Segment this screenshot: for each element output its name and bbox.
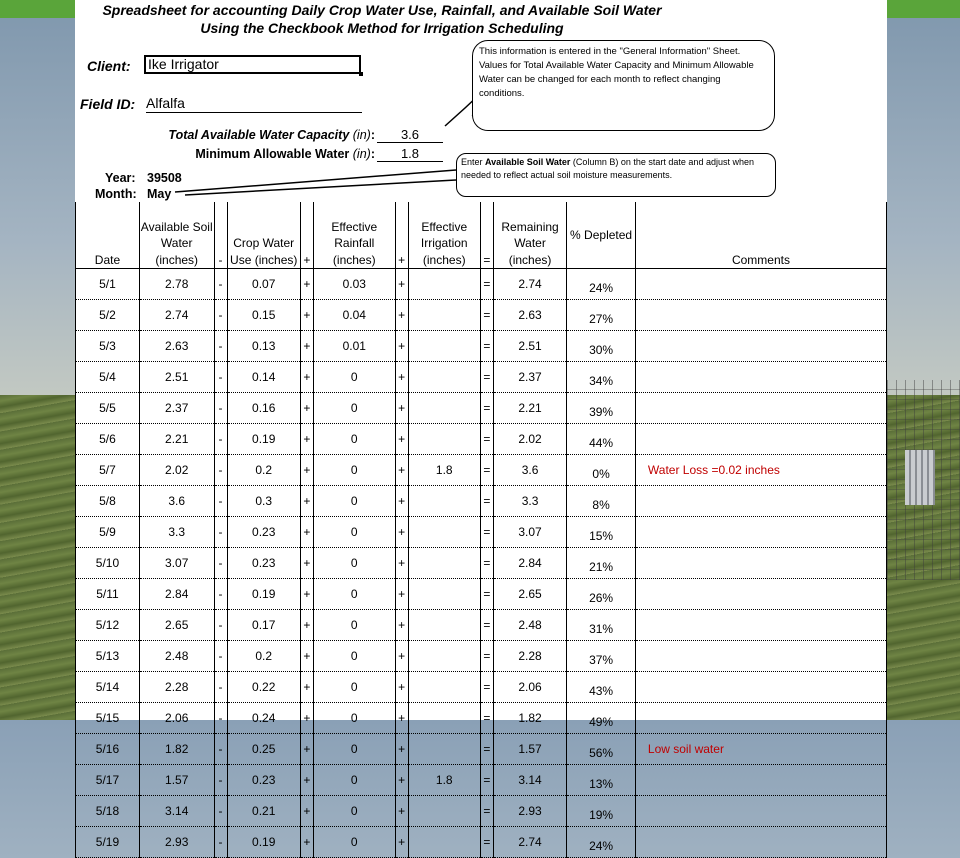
cell-comment[interactable] <box>635 486 886 517</box>
field-id-label: Field ID: <box>80 96 136 112</box>
cell-effective-rainfall[interactable]: 0 <box>313 734 395 765</box>
cell-equals[interactable]: = <box>480 610 493 641</box>
cell-crop-water-use[interactable]: 0.07 <box>227 269 300 300</box>
cell-equals[interactable]: = <box>480 362 493 393</box>
cell-available-soil-water[interactable]: 3.07 <box>139 548 214 579</box>
cell-crop-water-use[interactable]: 0.19 <box>227 579 300 610</box>
soil-water-callout-post: (Column B) on the start date and adjust when needed to reflect actual soil moisture measurements. <box>461 157 754 180</box>
cell-plus[interactable]: + <box>300 796 313 827</box>
cell-remaining-water[interactable]: 3.6 <box>493 455 566 486</box>
cell-percent-depleted[interactable]: 34% <box>567 362 636 393</box>
cell-crop-water-use[interactable]: 0.22 <box>227 672 300 703</box>
cell-minus[interactable]: - <box>214 424 227 455</box>
cell-comment[interactable] <box>635 424 886 455</box>
cell-equals[interactable]: = <box>480 734 493 765</box>
cell-percent-depleted[interactable]: 44% <box>567 424 636 455</box>
cell-effective-rainfall[interactable]: 0 <box>313 796 395 827</box>
cell-plus[interactable]: + <box>300 393 313 424</box>
cell-date[interactable]: 5/15 <box>76 703 140 734</box>
cell-comment[interactable] <box>635 796 886 827</box>
cell-effective-rainfall[interactable]: 0 <box>313 672 395 703</box>
cell-effective-rainfall[interactable]: 0.03 <box>313 269 395 300</box>
header-comments: Comments <box>635 202 886 269</box>
cell-date[interactable]: 5/5 <box>76 393 140 424</box>
cell-plus[interactable]: + <box>395 796 408 827</box>
cell-comment[interactable] <box>635 393 886 424</box>
cell-percent-depleted[interactable]: 0% <box>567 455 636 486</box>
cell-equals[interactable]: = <box>480 641 493 672</box>
table-row <box>76 269 887 300</box>
table-row <box>76 610 887 641</box>
title-line-1: Spreadsheet for accounting Daily Crop Water Use, Rainfall, and Available Soil Water <box>102 2 662 18</box>
cell-date[interactable]: 5/4 <box>76 362 140 393</box>
cell-available-soil-water[interactable]: 1.57 <box>139 765 214 796</box>
soil-water-callout-bold: Available Soil Water <box>485 157 571 167</box>
general-info-callout: This information is entered in the "General Information" Sheet. Values for Total Available Water Capacity and Minimum Allowable Water can be changed for each month to reflect changing conditions. <box>472 40 775 131</box>
client-input[interactable]: Ike Irrigator <box>144 55 361 74</box>
cell-crop-water-use[interactable]: 0.15 <box>227 300 300 331</box>
cell-date[interactable]: 5/7 <box>76 455 140 486</box>
cell-plus[interactable]: + <box>395 703 408 734</box>
cell-effective-irrigation[interactable]: 1.8 <box>408 455 480 486</box>
header-date: Date <box>76 202 140 269</box>
cell-effective-rainfall[interactable]: 0 <box>313 703 395 734</box>
cell-effective-rainfall[interactable]: 0 <box>313 610 395 641</box>
cell-effective-irrigation[interactable] <box>408 579 480 610</box>
cell-remaining-water[interactable]: 2.63 <box>493 300 566 331</box>
cell-minus[interactable]: - <box>214 703 227 734</box>
cell-minus[interactable]: - <box>214 548 227 579</box>
header-remaining-water: Remaining Water (inches) <box>493 202 566 269</box>
header-crop-water-use: Crop Water Use (inches) <box>227 202 300 269</box>
cell-remaining-water[interactable]: 2.74 <box>493 827 566 858</box>
cell-comment[interactable] <box>635 703 886 734</box>
cell-percent-depleted[interactable]: 31% <box>567 610 636 641</box>
cell-date[interactable]: 5/17 <box>76 765 140 796</box>
cell-percent-depleted[interactable]: 8% <box>567 486 636 517</box>
table-row <box>76 827 887 858</box>
cell-remaining-water[interactable]: 3.14 <box>493 765 566 796</box>
cell-plus[interactable]: + <box>395 486 408 517</box>
cell-effective-rainfall[interactable]: 0 <box>313 393 395 424</box>
cell-effective-irrigation[interactable] <box>408 486 480 517</box>
cell-plus[interactable]: + <box>300 734 313 765</box>
cell-plus[interactable]: + <box>300 610 313 641</box>
table-row <box>76 424 887 455</box>
cell-equals[interactable]: = <box>480 579 493 610</box>
cell-comment[interactable] <box>635 331 886 362</box>
cell-effective-irrigation[interactable] <box>408 548 480 579</box>
table-row <box>76 548 887 579</box>
cell-minus[interactable]: - <box>214 517 227 548</box>
cell-minus[interactable]: - <box>214 827 227 858</box>
cell-equals[interactable]: = <box>480 424 493 455</box>
cell-minus[interactable]: - <box>214 300 227 331</box>
cell-equals[interactable]: = <box>480 300 493 331</box>
cell-available-soil-water[interactable]: 2.74 <box>139 300 214 331</box>
cell-plus[interactable]: + <box>395 548 408 579</box>
cell-available-soil-water[interactable]: 2.37 <box>139 393 214 424</box>
cell-plus[interactable]: + <box>300 579 313 610</box>
cell-remaining-water[interactable]: 2.28 <box>493 641 566 672</box>
cell-percent-depleted[interactable]: 24% <box>567 827 636 858</box>
cell-date[interactable]: 5/14 <box>76 672 140 703</box>
cell-minus[interactable]: - <box>214 765 227 796</box>
cell-percent-depleted[interactable]: 21% <box>567 548 636 579</box>
table-row <box>76 734 887 765</box>
cell-remaining-water[interactable]: 2.84 <box>493 548 566 579</box>
cell-available-soil-water[interactable]: 1.82 <box>139 734 214 765</box>
cell-percent-depleted[interactable]: 24% <box>567 269 636 300</box>
cell-plus[interactable]: + <box>395 734 408 765</box>
cell-minus[interactable]: - <box>214 486 227 517</box>
cell-plus[interactable]: + <box>395 672 408 703</box>
cell-equals[interactable]: = <box>480 269 493 300</box>
cell-available-soil-water[interactable]: 2.28 <box>139 672 214 703</box>
cell-plus[interactable]: + <box>300 548 313 579</box>
cell-crop-water-use[interactable]: 0.23 <box>227 548 300 579</box>
cell-date[interactable]: 5/18 <box>76 796 140 827</box>
cell-date[interactable]: 5/2 <box>76 300 140 331</box>
cell-effective-rainfall[interactable]: 0 <box>313 424 395 455</box>
cell-effective-rainfall[interactable]: 0 <box>313 827 395 858</box>
cell-percent-depleted[interactable]: 49% <box>567 703 636 734</box>
cell-plus[interactable]: + <box>300 331 313 362</box>
cell-remaining-water[interactable]: 1.82 <box>493 703 566 734</box>
cell-plus[interactable]: + <box>300 362 313 393</box>
table-row <box>76 765 887 796</box>
cell-remaining-water[interactable]: 2.37 <box>493 362 566 393</box>
cell-date[interactable]: 5/13 <box>76 641 140 672</box>
cell-plus[interactable]: + <box>395 641 408 672</box>
cell-minus[interactable]: - <box>214 734 227 765</box>
cell-effective-rainfall[interactable]: 0.01 <box>313 331 395 362</box>
cell-available-soil-water[interactable]: 2.21 <box>139 424 214 455</box>
cell-equals[interactable]: = <box>480 393 493 424</box>
header-effective-rainfall: Effective Rainfall (inches) <box>313 202 395 269</box>
cell-crop-water-use[interactable]: 0.23 <box>227 517 300 548</box>
cell-minus[interactable]: - <box>214 393 227 424</box>
cell-crop-water-use[interactable]: 0.25 <box>227 734 300 765</box>
cell-effective-rainfall[interactable]: 0 <box>313 362 395 393</box>
cell-available-soil-water[interactable]: 2.48 <box>139 641 214 672</box>
cell-plus[interactable]: + <box>300 703 313 734</box>
cell-effective-irrigation[interactable] <box>408 331 480 362</box>
header-equals: = <box>480 202 493 269</box>
cell-crop-water-use[interactable]: 0.2 <box>227 455 300 486</box>
cell-crop-water-use[interactable]: 0.3 <box>227 486 300 517</box>
cell-comment[interactable] <box>635 765 886 796</box>
maw-value[interactable]: 1.8 <box>377 146 443 162</box>
cell-crop-water-use[interactable]: 0.24 <box>227 703 300 734</box>
month-label: Month: <box>95 187 137 201</box>
cell-equals[interactable]: = <box>480 486 493 517</box>
table-body <box>76 269 887 858</box>
cell-crop-water-use[interactable]: 0.16 <box>227 393 300 424</box>
cell-effective-irrigation[interactable] <box>408 269 480 300</box>
table-row <box>76 703 887 734</box>
cell-comment[interactable] <box>635 610 886 641</box>
cell-equals[interactable]: = <box>480 455 493 486</box>
cell-crop-water-use[interactable]: 0.19 <box>227 827 300 858</box>
cell-remaining-water[interactable]: 2.21 <box>493 393 566 424</box>
cell-comment[interactable]: Water Loss =0.02 inches <box>635 455 886 486</box>
cell-effective-irrigation[interactable] <box>408 672 480 703</box>
cell-available-soil-water[interactable]: 2.78 <box>139 269 214 300</box>
cell-plus[interactable]: + <box>395 610 408 641</box>
cell-date[interactable]: 5/10 <box>76 548 140 579</box>
header-available-soil-water: Available Soil Water (inches) <box>139 202 214 269</box>
table-row <box>76 362 887 393</box>
cell-comment[interactable] <box>635 579 886 610</box>
cell-available-soil-water[interactable]: 2.51 <box>139 362 214 393</box>
year-value: 39508 <box>147 171 182 185</box>
table-row <box>76 672 887 703</box>
cell-plus[interactable]: + <box>300 827 313 858</box>
cell-percent-depleted[interactable]: 13% <box>567 765 636 796</box>
cell-comment[interactable] <box>635 269 886 300</box>
tawc-value[interactable]: 3.6 <box>377 127 443 143</box>
cell-plus[interactable]: + <box>300 424 313 455</box>
header-percent-depleted: % Depleted <box>567 202 636 269</box>
cell-effective-rainfall[interactable]: 0 <box>313 641 395 672</box>
cell-comment[interactable] <box>635 548 886 579</box>
cell-plus[interactable]: + <box>395 269 408 300</box>
cell-remaining-water[interactable]: 2.51 <box>493 331 566 362</box>
tawc-colon: : <box>370 128 375 142</box>
cell-date[interactable]: 5/8 <box>76 486 140 517</box>
cell-plus[interactable]: + <box>395 765 408 796</box>
cell-comment[interactable] <box>635 362 886 393</box>
cell-crop-water-use[interactable]: 0.23 <box>227 765 300 796</box>
cell-plus[interactable]: + <box>300 641 313 672</box>
table-header-row <box>76 202 887 269</box>
cell-effective-irrigation[interactable] <box>408 641 480 672</box>
cell-remaining-water[interactable]: 3.07 <box>493 517 566 548</box>
cell-plus[interactable]: + <box>300 300 313 331</box>
table-row <box>76 393 887 424</box>
cell-crop-water-use[interactable]: 0.13 <box>227 331 300 362</box>
cell-effective-irrigation[interactable] <box>408 827 480 858</box>
cell-effective-irrigation[interactable] <box>408 362 480 393</box>
cell-remaining-water[interactable]: 2.06 <box>493 672 566 703</box>
cell-percent-depleted[interactable]: 39% <box>567 393 636 424</box>
table-row <box>76 641 887 672</box>
cell-date[interactable]: 5/6 <box>76 424 140 455</box>
cell-crop-water-use[interactable]: 0.21 <box>227 796 300 827</box>
cell-minus[interactable]: - <box>214 672 227 703</box>
checkbook-table <box>75 202 887 858</box>
cell-minus[interactable]: - <box>214 796 227 827</box>
cell-remaining-water[interactable]: 2.02 <box>493 424 566 455</box>
cell-comment[interactable] <box>635 672 886 703</box>
spreadsheet <box>75 0 887 853</box>
table-row <box>76 331 887 362</box>
cell-available-soil-water[interactable]: 3.3 <box>139 517 214 548</box>
cell-effective-irrigation[interactable] <box>408 393 480 424</box>
header-plus-2: + <box>395 202 408 269</box>
cell-plus[interactable]: + <box>395 517 408 548</box>
table-row <box>76 579 887 610</box>
cell-effective-irrigation[interactable] <box>408 300 480 331</box>
cell-date[interactable]: 5/16 <box>76 734 140 765</box>
cell-plus[interactable]: + <box>300 486 313 517</box>
cell-percent-depleted[interactable]: 37% <box>567 641 636 672</box>
soil-water-callout <box>456 153 776 197</box>
cell-plus[interactable]: + <box>300 765 313 796</box>
cell-percent-depleted[interactable]: 19% <box>567 796 636 827</box>
cell-remaining-water[interactable]: 3.3 <box>493 486 566 517</box>
cell-minus[interactable]: - <box>214 331 227 362</box>
cell-plus[interactable]: + <box>395 300 408 331</box>
background-photo-left <box>0 0 75 720</box>
table-row <box>76 455 887 486</box>
cell-comment[interactable] <box>635 827 886 858</box>
cell-equals[interactable]: = <box>480 548 493 579</box>
soil-water-callout-pre: Enter <box>461 157 486 167</box>
cell-equals[interactable]: = <box>480 765 493 796</box>
table-row <box>76 486 887 517</box>
cell-percent-depleted[interactable]: 15% <box>567 517 636 548</box>
cell-plus[interactable]: + <box>395 455 408 486</box>
maw-colon: : <box>370 147 375 161</box>
table-row <box>76 517 887 548</box>
cell-effective-irrigation[interactable]: 1.8 <box>408 765 480 796</box>
cell-plus[interactable]: + <box>395 331 408 362</box>
tawc-unit: (in) <box>352 128 371 142</box>
cell-minus[interactable]: - <box>214 269 227 300</box>
cell-available-soil-water[interactable]: 2.84 <box>139 579 214 610</box>
cell-effective-rainfall[interactable]: 0 <box>313 579 395 610</box>
header-minus: - <box>214 202 227 269</box>
cell-equals[interactable]: = <box>480 517 493 548</box>
cell-comment[interactable] <box>635 300 886 331</box>
cell-remaining-water[interactable]: 2.74 <box>493 269 566 300</box>
tawc-label-text: Total Available Water Capacity <box>168 128 350 142</box>
cell-plus[interactable]: + <box>395 424 408 455</box>
background-photo-right <box>887 0 960 720</box>
cell-remaining-water[interactable]: 2.65 <box>493 579 566 610</box>
field-id-input[interactable]: Alfalfa <box>146 95 362 113</box>
cell-percent-depleted[interactable]: 30% <box>567 331 636 362</box>
cell-available-soil-water[interactable]: 2.63 <box>139 331 214 362</box>
cell-comment[interactable] <box>635 641 886 672</box>
cell-plus[interactable]: + <box>300 517 313 548</box>
table-row <box>76 300 887 331</box>
cell-remaining-water[interactable]: 1.57 <box>493 734 566 765</box>
cell-plus[interactable]: + <box>395 393 408 424</box>
cell-equals[interactable]: = <box>480 827 493 858</box>
cell-comment[interactable]: Low soil water <box>635 734 886 765</box>
cell-percent-depleted[interactable]: 26% <box>567 579 636 610</box>
header-effective-irrigation: Effective Irrigation (inches) <box>408 202 480 269</box>
cell-available-soil-water[interactable]: 2.65 <box>139 610 214 641</box>
cell-effective-irrigation[interactable] <box>408 734 480 765</box>
cell-equals[interactable]: = <box>480 703 493 734</box>
cell-minus[interactable]: - <box>214 579 227 610</box>
cell-plus[interactable]: + <box>300 455 313 486</box>
cell-plus[interactable]: + <box>300 269 313 300</box>
cell-effective-rainfall[interactable]: 0 <box>313 517 395 548</box>
cell-remaining-water[interactable]: 2.93 <box>493 796 566 827</box>
cell-plus[interactable]: + <box>395 579 408 610</box>
cell-effective-irrigation[interactable] <box>408 796 480 827</box>
cell-effective-rainfall[interactable]: 0 <box>313 548 395 579</box>
cell-date[interactable]: 5/12 <box>76 610 140 641</box>
cell-effective-rainfall[interactable]: 0 <box>313 765 395 796</box>
header-plus-1: + <box>300 202 313 269</box>
cell-available-soil-water[interactable]: 2.02 <box>139 455 214 486</box>
cell-equals[interactable]: = <box>480 796 493 827</box>
cell-date[interactable]: 5/19 <box>76 827 140 858</box>
title-line-2: Using the Checkbook Method for Irrigation Scheduling <box>200 20 564 36</box>
maw-unit: (in) <box>352 147 371 161</box>
cell-percent-depleted[interactable]: 56% <box>567 734 636 765</box>
cell-effective-rainfall[interactable]: 0.04 <box>313 300 395 331</box>
cell-date[interactable]: 5/1 <box>76 269 140 300</box>
cell-date[interactable]: 5/3 <box>76 331 140 362</box>
table-row <box>76 796 887 827</box>
cell-minus[interactable]: - <box>214 362 227 393</box>
cell-available-soil-water[interactable]: 2.93 <box>139 827 214 858</box>
year-label: Year: <box>105 171 136 185</box>
cell-plus[interactable]: + <box>395 362 408 393</box>
cell-equals[interactable]: = <box>480 672 493 703</box>
cell-crop-water-use[interactable]: 0.14 <box>227 362 300 393</box>
cell-comment[interactable] <box>635 517 886 548</box>
cell-plus[interactable]: + <box>395 827 408 858</box>
cell-effective-irrigation[interactable] <box>408 424 480 455</box>
cell-remaining-water[interactable]: 2.48 <box>493 610 566 641</box>
cell-minus[interactable]: - <box>214 455 227 486</box>
cell-crop-water-use[interactable]: 0.2 <box>227 641 300 672</box>
cell-date[interactable]: 5/11 <box>76 579 140 610</box>
cell-effective-irrigation[interactable] <box>408 703 480 734</box>
cell-equals[interactable]: = <box>480 331 493 362</box>
cell-effective-irrigation[interactable] <box>408 610 480 641</box>
cell-minus[interactable]: - <box>214 641 227 672</box>
cell-available-soil-water[interactable]: 2.06 <box>139 703 214 734</box>
cell-available-soil-water[interactable]: 3.6 <box>139 486 214 517</box>
cell-percent-depleted[interactable]: 27% <box>567 300 636 331</box>
month-value: May <box>147 187 172 201</box>
cell-effective-rainfall[interactable]: 0 <box>313 455 395 486</box>
cell-crop-water-use[interactable]: 0.17 <box>227 610 300 641</box>
cell-available-soil-water[interactable]: 3.14 <box>139 796 214 827</box>
cell-effective-rainfall[interactable]: 0 <box>313 486 395 517</box>
cell-percent-depleted[interactable]: 43% <box>567 672 636 703</box>
cell-minus[interactable]: - <box>214 610 227 641</box>
cell-plus[interactable]: + <box>300 672 313 703</box>
cell-crop-water-use[interactable]: 0.19 <box>227 424 300 455</box>
cell-date[interactable]: 5/9 <box>76 517 140 548</box>
maw-label-text: Minimum Allowable Water <box>195 147 350 161</box>
cell-effective-irrigation[interactable] <box>408 517 480 548</box>
client-label: Client: <box>87 58 131 74</box>
